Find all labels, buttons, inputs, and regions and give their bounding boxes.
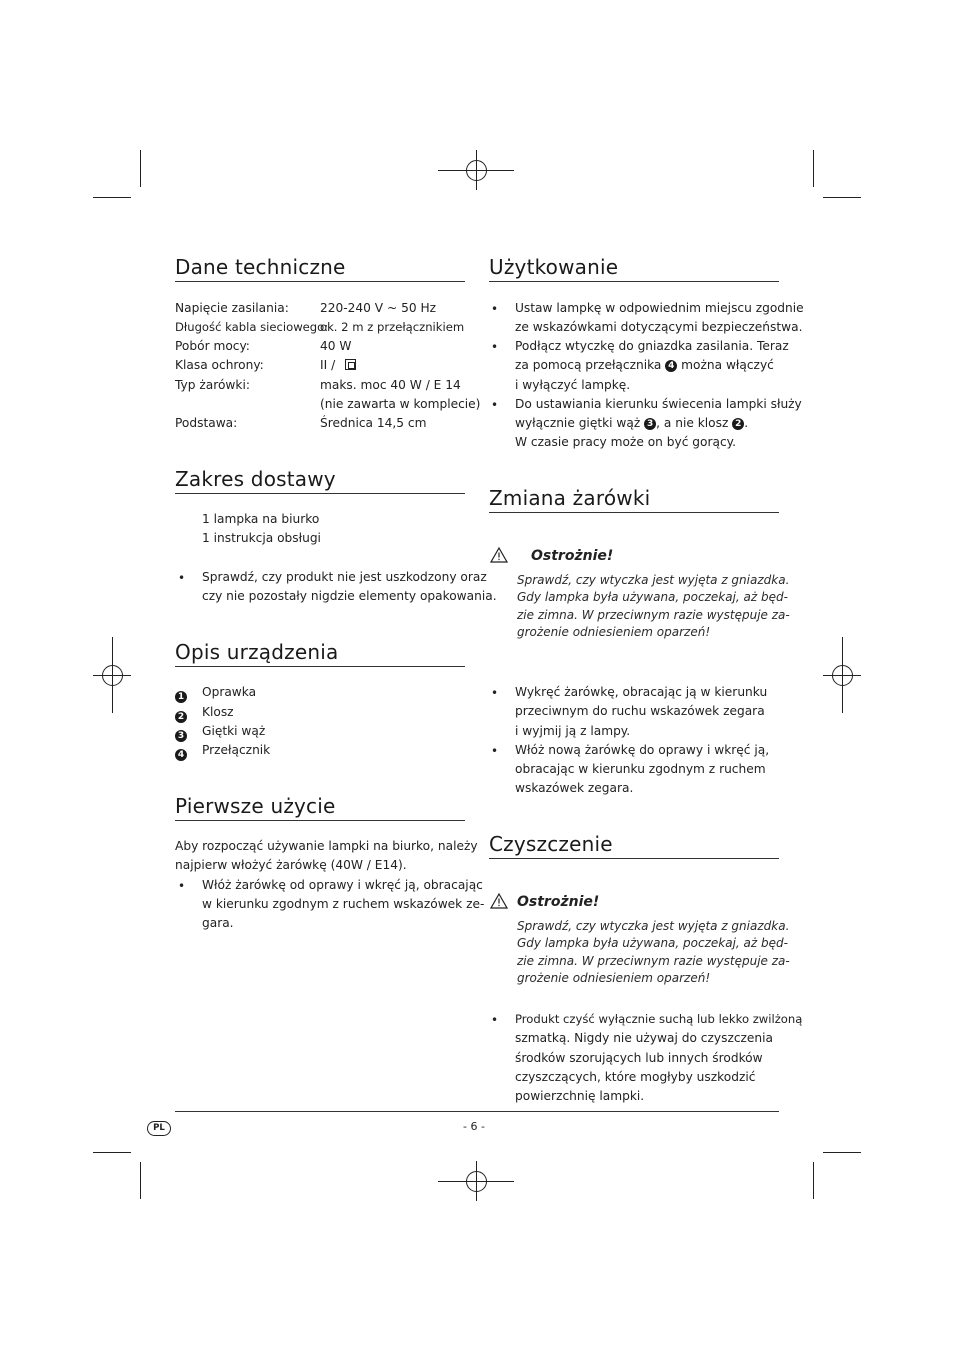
spec-label: Napięcie zasilania:	[175, 301, 289, 315]
warning-icon	[490, 547, 508, 567]
usage-text: Ustaw lampkę w odpowiednim miejscu zgodnie	[515, 301, 804, 315]
warning-text: grożenie odniesieniem oparzeń!	[517, 971, 711, 985]
delivery-note: czy nie pozostały nigdzie elementy opakowania.	[202, 589, 497, 603]
page-number: - 6 -	[463, 1120, 485, 1133]
part-label: Klosz	[202, 705, 234, 719]
usage-text: i wyłączyć lampkę.	[515, 378, 631, 392]
section-title-dane-techniczne: Dane techniczne	[175, 255, 465, 282]
bulb-change-step: Włóż nową żarówkę do oprawy i wkręć ją,	[515, 743, 770, 757]
section-title-opis-urzadzenia: Opis urządzenia	[175, 640, 465, 667]
part-number-badge: 1	[175, 686, 187, 705]
part-label: Przełącznik	[202, 743, 271, 757]
first-use-intro: Aby rozpocząć używanie lampki na biurko, należy	[175, 839, 478, 853]
protection-class-icon	[345, 359, 356, 370]
bullet-icon: •	[491, 744, 499, 758]
bullet-icon: •	[491, 398, 499, 412]
spec-value: maks. moc 40 W / E 14	[320, 378, 461, 392]
section-title-czyszczenie: Czyszczenie	[489, 832, 779, 859]
warning-text: grożenie odniesieniem oparzeń!	[517, 625, 711, 639]
spec-value: 220-240 V ~ 50 Hz	[320, 301, 437, 315]
warning-text: zie zimna. W przeciwnym razie występuje za-	[517, 954, 790, 968]
usage-text: ze wskazówkami dotyczącymi bezpieczeństwa.	[515, 320, 803, 334]
usage-text: W czasie pracy może on być gorący.	[515, 435, 736, 449]
spec-label: Klasa ochrony:	[175, 358, 264, 372]
cleaning-text: szmatką. Nigdy nie używaj do czyszczenia	[515, 1031, 774, 1045]
warning-icon	[490, 893, 508, 913]
section-title-pierwsze-uzycie: Pierwsze użycie	[175, 794, 465, 821]
warning-text: Gdy lampka była używana, poczekaj, aż będ-	[517, 590, 788, 604]
first-use-step: gara.	[202, 916, 234, 930]
spec-label: Pobór mocy:	[175, 339, 250, 353]
bullet-icon: •	[491, 340, 499, 354]
spec-value: 40 W	[320, 339, 352, 353]
spec-value: (nie zawarta w komplecie)	[320, 397, 481, 411]
first-use-step: w kierunku zgodnym z ruchem wskazówek ze-	[202, 897, 485, 911]
section-title-zakres-dostawy: Zakres dostawy	[175, 467, 465, 494]
part-label: Giętki wąż	[202, 724, 266, 738]
language-badge: PL	[147, 1121, 171, 1136]
cleaning-text: środków szorujących lub innych środków	[515, 1051, 763, 1065]
bullet-icon: •	[491, 302, 499, 316]
part-number-badge: 3	[175, 725, 187, 744]
part-label: Oprawka	[202, 685, 257, 699]
usage-text: wyłącznie giętki wąż 3 , a nie klosz 2 .	[515, 416, 749, 430]
spec-value: Średnica 14,5 cm	[320, 416, 427, 430]
warning-text: Sprawdź, czy wtyczka jest wyjęta z gniazdka.	[517, 919, 790, 933]
delivery-item: 1 lampka na biurko	[202, 512, 320, 526]
bullet-icon: •	[491, 686, 499, 700]
part-number-badge: 4	[175, 744, 187, 763]
cleaning-text: czyszczących, które mogłyby uszkodzić	[515, 1070, 756, 1084]
usage-text: Podłącz wtyczkę do gniazdka zasilania. Teraz	[515, 339, 789, 353]
bulb-change-step: przeciwnym do ruchu wskazówek zegara	[515, 704, 765, 718]
warning-text: zie zimna. W przeciwnym razie występuje za-	[517, 608, 790, 622]
spec-value: II /	[320, 358, 336, 372]
section-title-uzytkowanie: Użytkowanie	[489, 255, 779, 282]
bulb-change-step: obracając w kierunku zgodnym z ruchem	[515, 762, 766, 776]
delivery-item: 1 instrukcja obsługi	[202, 531, 321, 545]
spec-label: Podstawa:	[175, 416, 238, 430]
cleaning-text: Produkt czyść wyłącznie suchą lub lekko zwilżoną	[515, 1012, 803, 1026]
section-title-zmiana-zarowki: Zmiana żarówki	[489, 486, 779, 513]
usage-text: za pomocą przełącznika 4 można włączyć	[515, 358, 774, 372]
usage-text: Do ustawiania kierunku świecenia lampki służy	[515, 397, 802, 411]
footer-rule	[175, 1111, 779, 1112]
bullet-icon: •	[178, 879, 186, 893]
bulb-change-step: i wyjmij ją z lampy.	[515, 724, 631, 738]
bulb-change-step: wskazówek zegara.	[515, 781, 634, 795]
warning-title: Ostrożnie!	[531, 548, 614, 564]
first-use-intro: najpierw włożyć żarówkę (40W / E14).	[175, 858, 407, 872]
spec-label: Typ żarówki:	[175, 378, 250, 392]
bullet-icon: •	[178, 571, 186, 585]
part-number-badge: 4	[665, 360, 677, 372]
bullet-icon: •	[491, 1013, 499, 1027]
spec-value: ok. 2 m z przełącznikiem	[320, 320, 465, 334]
warning-text: Sprawdź, czy wtyczka jest wyjęta z gniazdka.	[517, 573, 790, 587]
spec-label: Długość kabla sieciowego:	[175, 320, 329, 334]
first-use-step: Włóż żarówkę od oprawy i wkręć ją, obracając	[202, 878, 483, 892]
delivery-note: Sprawdź, czy produkt nie jest uszkodzony oraz	[202, 570, 487, 584]
cleaning-text: powierzchnię lampki.	[515, 1089, 645, 1103]
part-number-badge: 2	[175, 706, 187, 725]
bulb-change-step: Wykręć żarówkę, obracając ją w kierunku	[515, 685, 768, 699]
part-number-badge: 3	[644, 418, 656, 430]
warning-title: Ostrożnie!	[517, 894, 600, 910]
warning-text: Gdy lampka była używana, poczekaj, aż będ-	[517, 936, 788, 950]
part-number-badge: 2	[732, 418, 744, 430]
